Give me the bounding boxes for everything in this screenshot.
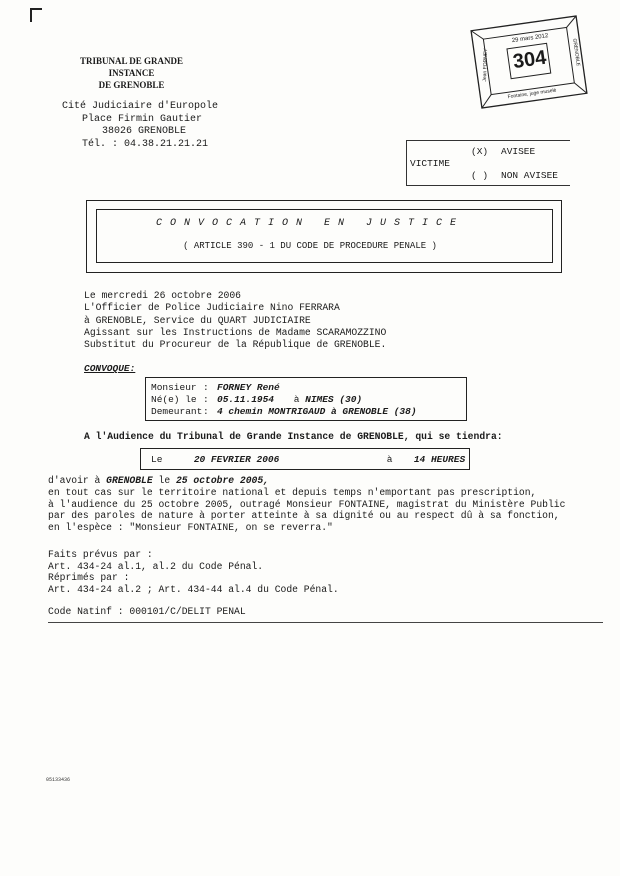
convoque-heading: CONVOQUE: (84, 363, 136, 374)
person-name-row: Monsieur : FORNEY René (151, 382, 280, 393)
hearing-date: 20 FEVRIER 2006 (193, 454, 280, 465)
provided-articles: Art. 434-24 al.1, al.2 du Code Pénal. (48, 560, 264, 572)
victim-status-box (406, 140, 570, 186)
hearing-date-row (151, 454, 465, 465)
person-name: FORNEY René (217, 382, 280, 393)
facts-line: par des paroles de nature à porter atteinte à sa dignité ou au respect dû à sa fonction, (48, 510, 560, 522)
victim-avisee-label: AVISEE (501, 146, 536, 157)
repressed-label: Réprimés par : (48, 572, 130, 583)
provided-label: Faits prévus par : (48, 549, 153, 560)
natinf-code: Code Natinf : 000101/C/DELIT PENAL (48, 606, 246, 617)
court-address (62, 101, 218, 151)
facts-mid: le (158, 475, 171, 486)
intro-block (84, 290, 386, 351)
stamp-bottom-text: Fontaine, juge muselé (507, 87, 557, 101)
hearing-time-prefix: à (386, 454, 393, 465)
registration-stamp (470, 15, 588, 109)
address-line: 38026 GRENOBLE (102, 126, 187, 137)
person-address-row: Demeurant: 4 chemin MONTRIGAUD à GRENOBLE (38) (151, 406, 417, 418)
stamp-right-text: GRENOBLE (571, 38, 581, 67)
court-header (80, 55, 183, 91)
civility-label: Monsieur (151, 382, 197, 393)
victim-avisee-checkbox: (X) (471, 146, 489, 157)
court-line: DE GRENOBLE (98, 80, 165, 90)
intro-line: Le mercredi 26 octobre 2006 (84, 290, 241, 301)
court-line: TRIBUNAL DE GRANDE (80, 56, 184, 66)
birth-place-prefix: à (293, 394, 300, 406)
facts-block (48, 475, 565, 534)
facts-line: à l'audience du 25 octobre 2005, outragé Monsieur FONTAINE, magistrat du Ministère Public (48, 498, 566, 510)
hearing-date-prefix: Le (151, 454, 163, 465)
audience-line: A l'Audience du Tribunal de Grande Instance de GRENOBLE, qui se tiendra: (84, 431, 503, 442)
legal-provisions (48, 549, 339, 595)
document-title: CONVOCATION EN JUSTICE (155, 218, 465, 229)
address-line: Place Firmin Gautier (82, 113, 203, 125)
facts-line: en tout cas sur le territoire national et depuis temps n'emportant pas prescription, (48, 486, 537, 498)
facts-place: GRENOBLE (106, 475, 153, 486)
intro-line: Substitut du Procureur de la République de GRENOBLE. (84, 339, 387, 351)
victim-non-avisee-checkbox: ( ) (471, 170, 489, 181)
intro-line: à GRENOBLE, Service du QUART JUDICIAIRE (84, 314, 311, 326)
birth-place: NIMES (30) (305, 394, 363, 406)
repressed-articles: Art. 434-24 al.2 ; Art. 434-44 al.4 du Code Pénal. (48, 583, 339, 595)
phone-line: Tél. : 04.38.21.21.21 (82, 138, 209, 150)
separator-line (48, 622, 603, 623)
facts-date: 25 octobre 2005, (175, 475, 269, 486)
person-details (151, 382, 417, 419)
facts-line (48, 475, 565, 487)
facts-prefix: d'avoir à (48, 475, 101, 486)
birth-date: 05.11.1954 (217, 394, 275, 406)
victim-non-avisee-label: NON AVISEE (501, 170, 559, 181)
person-address: 4 chemin MONTRIGAUD à GRENOBLE (38) (217, 406, 417, 418)
intro-line: Agissant sur les Instructions de Madame SCARAMOZZINO (84, 326, 387, 338)
stamp-number: 304 (511, 46, 548, 74)
victim-label: VICTIME (410, 158, 450, 169)
document-subtitle: ( ARTICLE 390 - 1 DU CODE DE PROCEDURE PENALE ) (183, 241, 437, 251)
intro-line: L'Officier de Police Judiciaire Nino FERRARA (84, 302, 340, 314)
birth-label: Né(e) le (151, 394, 197, 406)
corner-fold-mark (30, 8, 42, 22)
residence-label: Demeurant (151, 406, 203, 418)
stamp-date: 29 mars 2012 (511, 33, 549, 45)
court-line: INSTANCE (108, 68, 155, 78)
stamp-left-text: Jean FORNEY (481, 48, 490, 82)
hearing-time: 14 HEURES (413, 454, 466, 465)
address-line: Cité Judiciaire d'Europole (62, 101, 219, 112)
document-id: 05133436 (46, 777, 71, 783)
person-birth-row: Né(e) le : 05.11.1954 à NIMES (30) (151, 394, 363, 406)
facts-line: en l'espèce : "Monsieur FONTAINE, on se reverra." (48, 522, 333, 534)
